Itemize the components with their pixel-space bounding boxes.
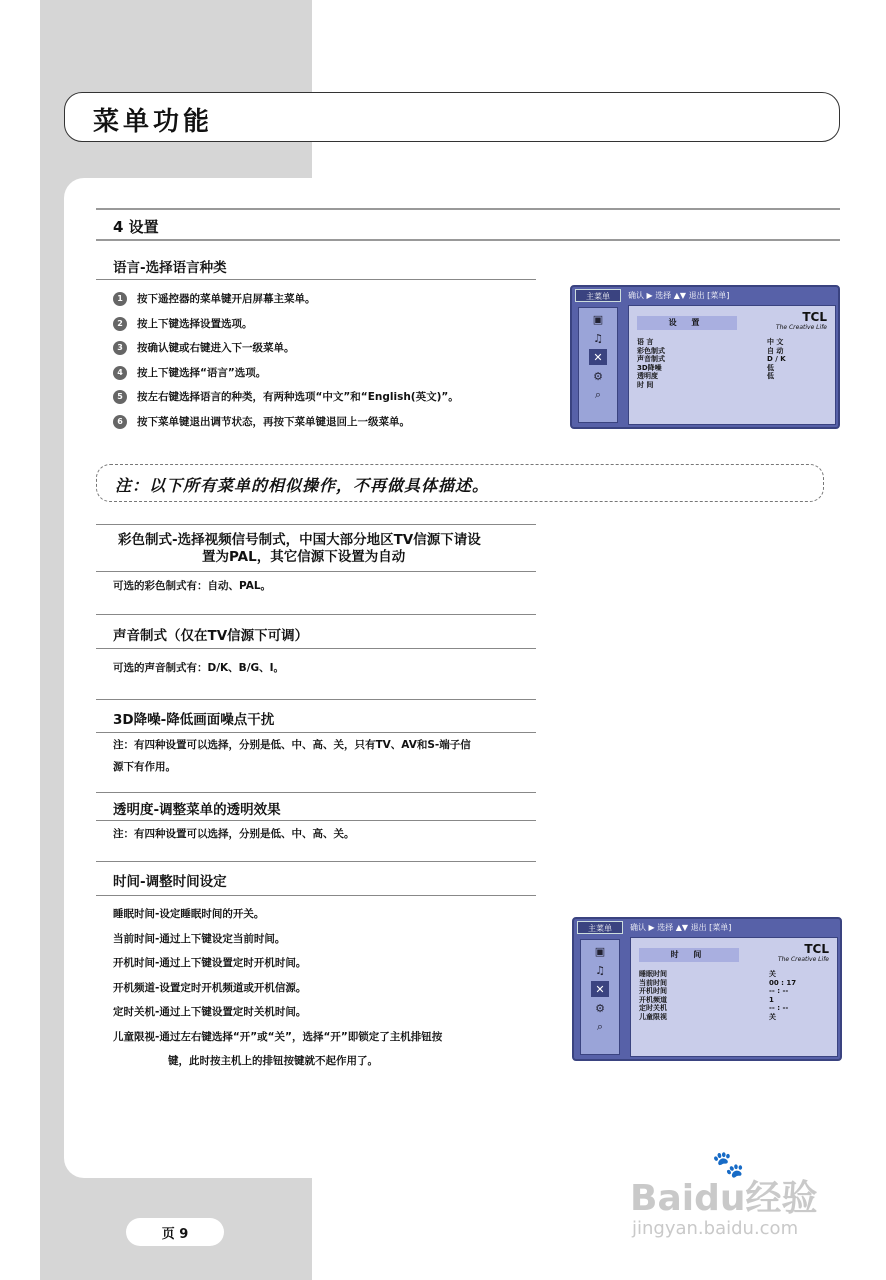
baidu-watermark	[620, 1150, 850, 1250]
noise-top-rule	[96, 699, 536, 700]
time-line: 当前时间-通过上下键设定当前时间。	[113, 932, 286, 945]
sound-system-title: 声音制式（仅在TV信源下可调）	[113, 628, 309, 644]
search-icon: ⌕	[596, 1020, 604, 1033]
watermark-url: jingyan.baidu.com	[632, 1218, 799, 1239]
sound-bottom-rule	[96, 648, 536, 649]
noise-title: 3D降噪-降低画面噪点干扰	[113, 712, 275, 728]
tv-row: 3D降噪 低	[637, 363, 774, 372]
watermark-brand: Baidu经验	[630, 1178, 818, 1219]
tools-icon: ✕	[589, 349, 607, 365]
step-text: 按上下键选择设置选项。	[137, 317, 253, 330]
tv-rows	[637, 338, 827, 389]
section-bottom-rule	[96, 239, 840, 241]
time-line: 开机频道-设置定时开机频道或开机信源。	[113, 981, 307, 994]
tv-row: 时 间	[637, 380, 654, 389]
gear-icon: ⚙	[595, 1001, 605, 1015]
step-item	[113, 312, 543, 337]
sound-system-text: 可选的声音制式有：D/K、B/G、I。	[113, 662, 285, 674]
noise-bottom-rule	[96, 732, 536, 733]
time-line: 儿童限视-通过左右键选择“开”或“关”，选择“开”即锁定了主机排钮按	[113, 1030, 443, 1043]
step-number-icon: 1	[113, 292, 127, 306]
search-icon: ⌕	[594, 388, 602, 401]
tv-menu-tab: 主菜单	[575, 289, 621, 302]
language-steps	[113, 287, 543, 434]
time-line: 定时关机-通过上下键设置定时关机时间。	[113, 1006, 307, 1018]
picture-icon: ▣	[594, 944, 606, 958]
language-title: 语言-选择语言种类	[113, 260, 227, 276]
tv-hint-bar: 确认 ▶ 选择 ▲▼ 退出 [菜单]	[630, 923, 732, 932]
tv-row: 彩色制式 自 动	[637, 346, 784, 355]
color-top-rule	[96, 524, 536, 525]
note-box	[96, 464, 824, 502]
sound-top-rule	[96, 614, 536, 615]
tools-icon: ✕	[591, 981, 609, 997]
step-item	[113, 361, 543, 386]
language-rule	[96, 279, 536, 280]
tv-row: 儿童限视 关	[639, 1012, 776, 1021]
tv-row: 开机时间 -- : --	[639, 987, 789, 995]
page-title-box	[64, 92, 840, 142]
step-item	[113, 287, 543, 312]
step-number-icon: 4	[113, 366, 127, 380]
step-text: 按确认键或右键进入下一级菜单。	[137, 342, 295, 354]
transparency-bottom-rule	[96, 820, 536, 821]
page-number: 页 9	[126, 1218, 224, 1246]
transparency-top-rule	[96, 792, 536, 793]
step-text: 按下遥控器的菜单键开启屏幕主菜单。	[137, 293, 316, 305]
sound-icon: ♫	[593, 331, 603, 345]
step-number-icon: 2	[113, 317, 127, 331]
tv-row: 开机频道 1	[639, 995, 774, 1004]
tv-row: 定时关机 -- : --	[639, 1004, 789, 1012]
time-line: 睡眠时间-设定睡眠时间的开关。	[113, 908, 265, 920]
step-text: 按左右键选择语言的种类，有两种选项“中文”和“English(英文)”。	[137, 391, 459, 403]
tv-settings-panel	[628, 305, 836, 425]
tcl-logo: TCL The Creative Life	[777, 942, 829, 963]
tv-panel-heading: 设 置	[637, 316, 737, 330]
noise-text: 注：有四种设置可以选择，分别是低、中、高、关，只有TV、AV和S-端子信 源下有作用。	[113, 739, 471, 773]
tv-menu-tab: 主菜单	[577, 921, 623, 934]
step-item	[113, 385, 543, 410]
tv-icon-column	[580, 939, 620, 1055]
time-bottom-rule	[96, 895, 536, 896]
transparency-title: 透明度-调整菜单的透明效果	[113, 802, 281, 818]
section-top-rule	[96, 208, 840, 210]
time-lines	[113, 902, 543, 1074]
time-line: 开机时间-通过上下键设置定时开机时间。	[113, 957, 307, 969]
page-title: 菜单功能	[93, 107, 214, 137]
time-top-rule	[96, 861, 536, 862]
step-item	[113, 336, 543, 361]
step-number-icon: 3	[113, 341, 127, 355]
paw-icon: 🐾	[712, 1150, 745, 1180]
note-text: 注：以下所有菜单的相似操作，不再做具体描述。	[115, 476, 490, 495]
tv-row: 当前时间 00 : 17	[639, 978, 797, 987]
step-text: 按下菜单键退出调节状态，再按下菜单键退回上一级菜单。	[137, 415, 410, 428]
tv-row: 声音制式 D / K	[637, 355, 786, 363]
tv-panel-heading: 时 间	[639, 948, 739, 962]
time-line-continued: 键，此时按主机上的排钮按键就不起作用了。	[168, 1055, 378, 1067]
step-text: 按上下键选择“语言”选项。	[137, 366, 267, 379]
time-title: 时间-调整时间设定	[113, 874, 227, 890]
step-item	[113, 410, 543, 435]
step-number-icon: 6	[113, 415, 127, 429]
sound-icon: ♫	[595, 963, 605, 977]
picture-icon: ▣	[592, 312, 604, 326]
tcl-logo: TCL The Creative Life	[775, 310, 827, 331]
tv-hint-bar: 确认 ▶ 选择 ▲▼ 退出 [菜单]	[628, 291, 730, 300]
transparency-text: 注：有四种设置可以选择，分别是低、中、高、关。	[113, 828, 355, 840]
step-number-icon: 5	[113, 390, 127, 404]
tv-row: 透明度 低	[637, 372, 774, 380]
tv-row: 语 言 中 文	[637, 338, 784, 346]
tv-time-panel	[630, 937, 838, 1057]
tv-row: 睡眠时间 关	[639, 970, 776, 978]
section-title: 4 设置	[113, 218, 159, 236]
tv-rows	[639, 970, 829, 1021]
gear-icon: ⚙	[593, 369, 603, 383]
tv-menu-screenshot-time	[572, 917, 842, 1061]
color-system-title: 彩色制式-选择视频信号制式，中国大部分地区TV信源下请设 置为PAL，其它信源下设置为自动	[118, 532, 481, 565]
color-system-text: 可选的彩色制式有：自动、PAL。	[113, 580, 272, 592]
tv-menu-screenshot-settings	[570, 285, 840, 429]
tv-icon-column	[578, 307, 618, 423]
color-bottom-rule	[96, 571, 536, 572]
